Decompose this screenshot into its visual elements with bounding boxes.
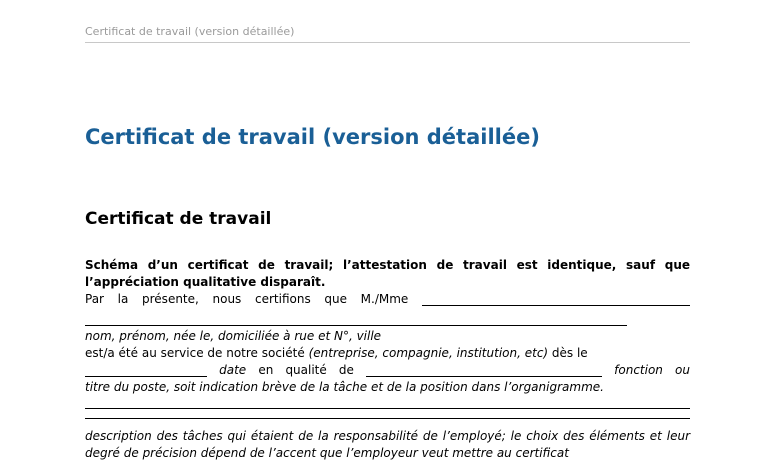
date-hint: date [219, 363, 247, 377]
word: ou [675, 363, 690, 377]
line-name-continuation [85, 311, 690, 328]
line-job-title-hint: titre du poste, soit indication brève de la tâche et de la position dans l’organigramme. [85, 380, 604, 394]
word: qualité [285, 363, 327, 377]
word: présente, [142, 292, 199, 306]
blank-rule-2 [85, 418, 690, 419]
document-title: Certificat de travail (version détaillée) [85, 125, 540, 149]
blank-rule-1 [85, 408, 690, 409]
running-header: Certificat de travail (version détaillée) [85, 25, 690, 43]
line-certify [85, 291, 690, 308]
date-blank [85, 364, 207, 377]
since-text: dès le [548, 346, 588, 360]
word: que [324, 292, 347, 306]
word: M./Mme [360, 292, 409, 306]
function-hint: fonction [614, 363, 663, 377]
employment-text: est/a été au service de notre société [85, 346, 309, 360]
document-body [85, 257, 690, 462]
line-employment [85, 345, 690, 362]
word: Par [85, 292, 104, 306]
word: en [258, 363, 274, 377]
name-blank-continuation [85, 313, 627, 326]
word: nous [212, 292, 242, 306]
word: la [117, 292, 129, 306]
word: de [338, 363, 354, 377]
line-name-hint: nom, prénom, née le, domiciliée à rue et N°, ville [85, 329, 382, 343]
intro-paragraph: Schéma d’un certificat de travail; l’attestation de travail est identique, sauf que l’appréciation qualitative disparaît. [85, 258, 690, 289]
line-date-function [85, 362, 690, 379]
name-blank [422, 293, 690, 306]
function-blank [366, 364, 602, 377]
company-hint: (entreprise, compagnie, institution, etc) [308, 346, 549, 360]
section-heading: Certificat de travail [85, 209, 272, 229]
word: certifions [254, 292, 311, 306]
tasks-description: description des tâches qui étaient de la responsabilité de l’employé; le choix des éléments et leur degré de précision dépend de l’accent que l’employeur veut mettre au certificat [85, 429, 690, 460]
